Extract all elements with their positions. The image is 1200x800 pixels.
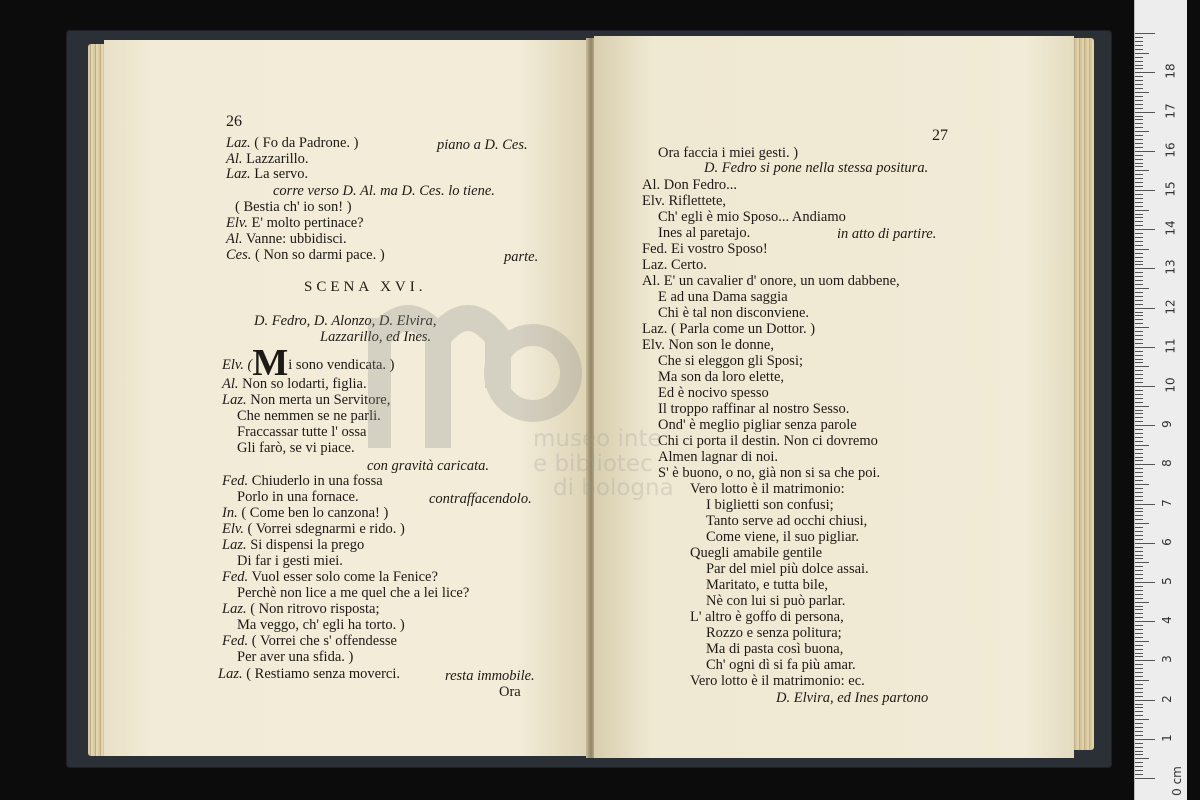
ruler-tick — [1135, 359, 1143, 360]
stage-direction: corre verso D. Al. ma D. Ces. lo tiene. — [273, 183, 495, 199]
ruler-tick — [1135, 284, 1143, 285]
ruler-number: 12 — [1163, 298, 1178, 315]
ruler-tick — [1135, 747, 1143, 748]
ruler-tick — [1135, 257, 1143, 258]
ruler-number: 5 — [1159, 577, 1174, 585]
ruler-tick — [1135, 484, 1149, 485]
ruler-number: 4 — [1159, 616, 1174, 625]
ruler-tick — [1135, 194, 1143, 195]
ruler-tick — [1135, 621, 1155, 622]
text-line-dropcap: Elv. (Mi sono vendicata. ) — [222, 342, 395, 384]
ruler-tick — [1135, 688, 1143, 689]
ruler-number: 3 — [1159, 655, 1174, 664]
ruler-tick — [1135, 531, 1143, 532]
text-line: Maritato, e tutta bile, — [706, 577, 829, 593]
ruler-tick — [1135, 276, 1143, 277]
text-line: Il troppo raffinar al nostro Sesso. — [658, 401, 850, 417]
ruler-tick — [1135, 629, 1143, 630]
ruler-number: 10 — [1163, 377, 1178, 393]
ruler-tick — [1135, 778, 1155, 779]
text-line: In. ( Come ben lo canzona! ) — [222, 505, 389, 521]
ruler-tick — [1135, 480, 1143, 481]
ruler-tick — [1135, 449, 1143, 450]
ruler-tick — [1135, 49, 1143, 50]
ruler-tick — [1135, 723, 1143, 724]
ruler-tick — [1135, 351, 1143, 352]
ruler-tick — [1135, 421, 1143, 422]
ruler-tick — [1135, 476, 1143, 477]
text-line: Laz. ( Parla come un Dottor. ) — [642, 321, 816, 337]
ruler-tick — [1135, 633, 1143, 634]
ruler-tick — [1135, 123, 1143, 124]
text-line: Laz. Non merta un Servitore, — [222, 392, 391, 408]
text-line: Ond' è meglio pigliar senza parole — [658, 417, 857, 433]
text-line: Laz. Certo. — [642, 257, 707, 273]
text-line: Laz. La servo. — [226, 166, 309, 182]
measurement-ruler — [1134, 0, 1187, 800]
ruler-tick — [1135, 119, 1143, 120]
ruler-tick — [1135, 127, 1143, 128]
ruler-tick — [1135, 178, 1143, 179]
text-line: Laz. ( Fo da Padrone. ) — [226, 135, 359, 151]
ruler-tick — [1135, 370, 1143, 371]
cast-list: D. Fedro, D. Alonzo, D. Elvira, — [254, 313, 437, 329]
stage-direction: D. Fedro si pone nella stessa positura. — [704, 160, 929, 176]
stage-direction: contraffacendolo. — [429, 491, 532, 507]
text-line: Ma di pasta così buona, — [706, 641, 844, 657]
stage-direction: D. Elvira, ed Ines partono — [776, 690, 929, 706]
ruler-tick — [1135, 72, 1155, 73]
ruler-tick — [1135, 327, 1149, 328]
ruler-tick — [1135, 496, 1143, 497]
ruler-tick — [1135, 131, 1149, 132]
page-number: 26 — [226, 113, 242, 130]
ruler-tick — [1135, 76, 1143, 77]
text-line: Ora faccia i miei gesti. ) — [658, 145, 799, 161]
text-line: L' altro è goffo di persona, — [690, 609, 844, 625]
ruler-tick — [1135, 335, 1143, 336]
ruler-tick — [1135, 762, 1143, 763]
watermark-line: e bibliotec — [533, 451, 653, 477]
text-line: Elv. Riflettete, — [642, 193, 727, 209]
ruler-tick — [1135, 535, 1143, 536]
ruler-tick — [1135, 398, 1143, 399]
text-line: Perchè non lice a me quel che a lei lice? — [237, 585, 470, 601]
ruler-tick — [1135, 347, 1155, 348]
text-line: I biglietti son confusi; — [706, 497, 834, 513]
ruler-tick — [1135, 214, 1143, 215]
ruler-tick — [1135, 543, 1155, 544]
stage-direction: piano a D. Ces. — [437, 137, 528, 153]
ruler-tick — [1135, 547, 1143, 548]
ruler-tick — [1135, 472, 1143, 473]
ruler-tick — [1135, 100, 1143, 101]
ruler-tick — [1135, 88, 1143, 89]
ruler-tick — [1135, 210, 1149, 211]
text-line: Al. E' un cavalier d' onore, un uom dabbene, — [642, 273, 900, 289]
ruler-tick — [1135, 625, 1143, 626]
cast-list: Lazzarillo, ed Ines. — [320, 329, 432, 345]
ruler-tick — [1135, 417, 1143, 418]
ruler-tick — [1135, 308, 1155, 309]
ruler-tick — [1135, 264, 1143, 265]
ruler-tick — [1135, 68, 1143, 69]
ruler-tick — [1135, 508, 1143, 509]
ruler-tick — [1135, 704, 1143, 705]
text-line: Ch' egli è mio Sposo... Andiamo — [658, 209, 846, 225]
ruler-tick — [1135, 406, 1149, 407]
ruler-tick — [1135, 711, 1143, 712]
ruler-tick — [1135, 766, 1143, 767]
ruler-tick — [1135, 527, 1143, 528]
stage-direction: in atto di partire. — [837, 226, 937, 242]
ruler-number: 1 — [1159, 733, 1174, 742]
ruler-tick — [1135, 637, 1143, 638]
ruler-tick — [1135, 751, 1143, 752]
ruler-unit-label: 0 cm — [1169, 766, 1184, 796]
text-line: Par del miel più dolce assai. — [706, 561, 869, 577]
ruler-number: 14 — [1163, 220, 1178, 236]
ruler-tick — [1135, 202, 1143, 203]
ruler-tick — [1135, 468, 1143, 469]
text-line: Per aver una sfida. ) — [237, 649, 354, 665]
ruler-number: 6 — [1159, 537, 1174, 546]
ruler-tick — [1135, 241, 1143, 242]
ruler-tick — [1135, 460, 1143, 461]
ruler-tick — [1135, 300, 1143, 301]
ruler-tick — [1135, 555, 1143, 556]
text-line: Porlo in una fornace. — [237, 489, 359, 505]
ruler-tick — [1135, 151, 1155, 152]
ruler-tick — [1135, 45, 1143, 46]
ruler-tick — [1135, 37, 1143, 38]
ruler-tick — [1135, 112, 1155, 113]
ruler-tick — [1135, 147, 1143, 148]
ruler-tick — [1135, 664, 1143, 665]
ruler-tick — [1135, 511, 1143, 512]
text-line: Laz. Si dispensi la prego — [222, 537, 365, 553]
text-line: ( Bestia ch' io son! ) — [235, 199, 352, 215]
ruler-tick — [1135, 249, 1149, 250]
ruler-tick — [1135, 590, 1143, 591]
ruler-tick — [1135, 390, 1143, 391]
ruler-number: 9 — [1159, 420, 1174, 429]
ruler-tick — [1135, 739, 1155, 740]
ruler-tick — [1135, 198, 1143, 199]
ruler-tick — [1135, 296, 1143, 297]
ruler-tick — [1135, 668, 1143, 669]
ruler-tick — [1135, 488, 1143, 489]
ruler-tick — [1135, 641, 1149, 642]
ruler-tick — [1135, 649, 1143, 650]
ruler-tick — [1135, 770, 1143, 771]
ruler-tick — [1135, 182, 1143, 183]
text-line: Come viene, il suo pigliar. — [706, 529, 860, 545]
ruler-tick — [1135, 445, 1149, 446]
text-line: Al. Vanne: ubbidisci. — [226, 231, 347, 247]
text-line: Vero lotto è il matrimonio: — [690, 481, 845, 497]
ruler-tick — [1135, 743, 1143, 744]
text-line: Fed. Chiuderlo in una fossa — [222, 473, 383, 489]
ruler-tick — [1135, 519, 1143, 520]
page-number: 27 — [932, 127, 948, 144]
ruler-tick — [1135, 433, 1143, 434]
text-line: Ma veggo, ch' egli ha torto. ) — [237, 617, 405, 633]
ruler-tick — [1135, 676, 1143, 677]
ruler-tick — [1135, 96, 1143, 97]
text-line: Laz. ( Restiamo senza moverci. — [218, 666, 401, 682]
text-line: Al. Lazzarillo. — [226, 151, 309, 167]
ruler-number: 17 — [1163, 102, 1178, 119]
ruler-tick — [1135, 754, 1143, 755]
ruler-tick — [1135, 362, 1143, 363]
ruler-tick — [1135, 645, 1143, 646]
ruler-tick — [1135, 413, 1143, 414]
ruler-tick — [1135, 225, 1143, 226]
ruler-tick — [1135, 229, 1155, 230]
ruler-tick — [1135, 410, 1143, 411]
ruler-tick — [1135, 609, 1143, 610]
ruler-tick — [1135, 116, 1143, 117]
ruler-tick — [1135, 515, 1143, 516]
text-line: Vero lotto è il matrimonio: ec. — [690, 673, 865, 689]
ruler-tick — [1135, 598, 1143, 599]
ruler-tick — [1135, 366, 1149, 367]
text-line: Ces. ( Non so darmi pace. ) — [226, 247, 385, 263]
ruler-tick — [1135, 170, 1149, 171]
text-line: Chi ci porta il destin. Non ci dovremo — [658, 433, 878, 449]
ruler-tick — [1135, 464, 1155, 465]
text-line: Quegli amabile gentile — [690, 545, 823, 561]
ruler-number: 18 — [1163, 63, 1178, 80]
text-line: E ad una Dama saggia — [658, 289, 788, 305]
watermark-line: museo inte — [533, 426, 662, 452]
text-line: Al. Don Fedro... — [642, 177, 738, 193]
text-line: Che si eleggon gli Sposi; — [658, 353, 803, 369]
ruler-tick — [1135, 186, 1143, 187]
ruler-tick — [1135, 163, 1143, 164]
ruler-tick — [1135, 108, 1143, 109]
ruler-tick — [1135, 139, 1143, 140]
ruler-tick — [1135, 586, 1143, 587]
ruler-tick — [1135, 217, 1143, 218]
ruler-tick — [1135, 166, 1143, 167]
ruler-tick — [1135, 570, 1143, 571]
ruler-tick — [1135, 758, 1149, 759]
ruler-tick — [1135, 268, 1155, 269]
ruler-tick — [1135, 402, 1143, 403]
ruler-number: 11 — [1163, 338, 1178, 354]
stage-direction: parte. — [504, 249, 539, 265]
ruler-tick — [1135, 84, 1143, 85]
text-line: Ed è nocivo spesso — [658, 385, 769, 401]
ruler-tick — [1135, 578, 1143, 579]
ruler-tick — [1135, 594, 1143, 595]
ruler-tick — [1135, 319, 1143, 320]
ruler-tick — [1135, 735, 1143, 736]
ruler-tick — [1135, 774, 1143, 775]
ruler-tick — [1135, 504, 1155, 505]
ruler-number: 8 — [1159, 459, 1174, 468]
ruler-tick — [1135, 378, 1143, 379]
ruler-tick — [1135, 457, 1143, 458]
ruler-tick — [1135, 613, 1143, 614]
ruler-tick — [1135, 680, 1149, 681]
ruler-tick — [1135, 656, 1143, 657]
ruler-tick — [1135, 280, 1143, 281]
ruler-tick — [1135, 53, 1149, 54]
ruler-tick — [1135, 696, 1143, 697]
ruler-tick — [1135, 206, 1143, 207]
ruler-tick — [1135, 437, 1143, 438]
ruler-tick — [1135, 653, 1143, 654]
text-line: Chi è tal non disconviene. — [658, 305, 810, 321]
ruler-tick — [1135, 245, 1143, 246]
ruler-tick — [1135, 617, 1143, 618]
ruler-tick — [1135, 323, 1143, 324]
ruler-tick — [1135, 33, 1155, 34]
text-line: Fed. Ei vostro Sposo! — [642, 241, 768, 257]
ruler-tick — [1135, 386, 1155, 387]
text-line: Almen lagnar di noi. — [658, 449, 779, 465]
text-line: Laz. ( Non ritrovo risposta; — [222, 601, 380, 617]
ruler-tick — [1135, 551, 1143, 552]
drop-cap: M — [252, 342, 289, 384]
ruler-tick — [1135, 104, 1143, 105]
left-page — [104, 40, 590, 756]
text-line: Ma son da loro elette, — [658, 369, 785, 385]
right-page — [594, 36, 1074, 758]
ruler-tick — [1135, 429, 1143, 430]
ruler-number: 13 — [1163, 259, 1178, 276]
ruler-tick — [1135, 727, 1143, 728]
ruler-tick — [1135, 261, 1143, 262]
text-line: Tanto serve ad occhi chiusi, — [706, 513, 868, 529]
ruler-tick — [1135, 731, 1143, 732]
watermark-line: di bologna — [553, 475, 674, 501]
ruler-tick — [1135, 492, 1143, 493]
ruler-tick — [1135, 233, 1143, 234]
ruler-number: 15 — [1163, 181, 1178, 197]
ruler-tick — [1135, 80, 1143, 81]
ruler-tick — [1135, 221, 1143, 222]
ruler-number: 2 — [1159, 694, 1174, 703]
text-line: Di far i gesti miei. — [237, 553, 343, 569]
ruler-tick — [1135, 57, 1143, 58]
ruler-tick — [1135, 61, 1143, 62]
ruler-tick — [1135, 272, 1143, 273]
ruler-tick — [1135, 315, 1143, 316]
text-line: Ines al paretajo. — [658, 225, 751, 241]
ruler-tick — [1135, 339, 1143, 340]
ruler-tick — [1135, 566, 1143, 567]
ruler-tick — [1135, 292, 1143, 293]
ruler-tick — [1135, 159, 1143, 160]
stage-direction: resta immobile. — [445, 668, 535, 684]
ruler-tick — [1135, 660, 1155, 661]
text-line: Ch' ogni dì si fa più amar. — [706, 657, 856, 673]
text-line: Gli farò, se vi piace. — [237, 440, 355, 456]
text-line: S' è buono, o no, già non si sa che poi. — [658, 465, 881, 481]
ruler-tick — [1135, 539, 1143, 540]
text-line: Rozzo e senza politura; — [706, 625, 842, 641]
ruler-tick — [1135, 582, 1155, 583]
ruler-tick — [1135, 692, 1143, 693]
ruler-tick — [1135, 684, 1143, 685]
ruler-tick — [1135, 312, 1143, 313]
ruler-tick — [1135, 382, 1143, 383]
ruler-tick — [1135, 41, 1143, 42]
ruler-tick — [1135, 304, 1143, 305]
stage-direction: con gravità caricata. — [367, 458, 490, 474]
ruler-tick — [1135, 237, 1143, 238]
ruler-tick — [1135, 355, 1143, 356]
ruler-tick — [1135, 523, 1149, 524]
ruler-tick — [1135, 374, 1143, 375]
ruler-tick — [1135, 719, 1149, 720]
ruler-tick — [1135, 707, 1143, 708]
text-line: Elv. E' molto pertinace? — [226, 215, 364, 231]
ruler-tick — [1135, 441, 1143, 442]
text-line: Fed. ( Vorrei che s' offendesse — [222, 633, 397, 649]
ruler-tick — [1135, 155, 1143, 156]
ruler-number: 7 — [1159, 498, 1174, 507]
ruler-number: 16 — [1163, 142, 1178, 158]
ruler-tick — [1135, 174, 1143, 175]
ruler-tick — [1135, 135, 1143, 136]
scene-title: SCENA XVI. — [304, 279, 427, 295]
ruler-tick — [1135, 343, 1143, 344]
catchword: Ora — [499, 684, 521, 700]
ruler-tick — [1135, 672, 1143, 673]
text-line: Fraccassar tutte l' ossa — [237, 424, 367, 440]
ruler-tick — [1135, 190, 1155, 191]
ruler-tick — [1135, 92, 1149, 93]
text-line: Che nemmen se ne parli. — [237, 408, 381, 424]
ruler-tick — [1135, 715, 1143, 716]
ruler-tick — [1135, 562, 1149, 563]
text-line: Al. Non so lodarti, figlia. — [222, 376, 367, 392]
ruler-tick — [1135, 65, 1143, 66]
ruler-tick — [1135, 602, 1149, 603]
text-line: Fed. Vuol esser solo come la Fenice? — [222, 569, 438, 585]
ruler-tick — [1135, 253, 1143, 254]
ruler-tick — [1135, 331, 1143, 332]
text-line: Elv. ( Vorrei sdegnarmi e rido. ) — [222, 521, 405, 537]
ruler-tick — [1135, 500, 1143, 501]
ruler-tick — [1135, 606, 1143, 607]
ruler-tick — [1135, 453, 1143, 454]
ruler-tick — [1135, 558, 1143, 559]
ruler-tick — [1135, 394, 1143, 395]
text-line: Elv. Non son le donne, — [642, 337, 774, 353]
ruler-tick — [1135, 425, 1155, 426]
ruler-tick — [1135, 143, 1143, 144]
ruler-tick — [1135, 574, 1143, 575]
ruler-tick — [1135, 700, 1155, 701]
ruler-tick — [1135, 288, 1149, 289]
text-line: Nè con lui si può parlar. — [706, 593, 846, 609]
